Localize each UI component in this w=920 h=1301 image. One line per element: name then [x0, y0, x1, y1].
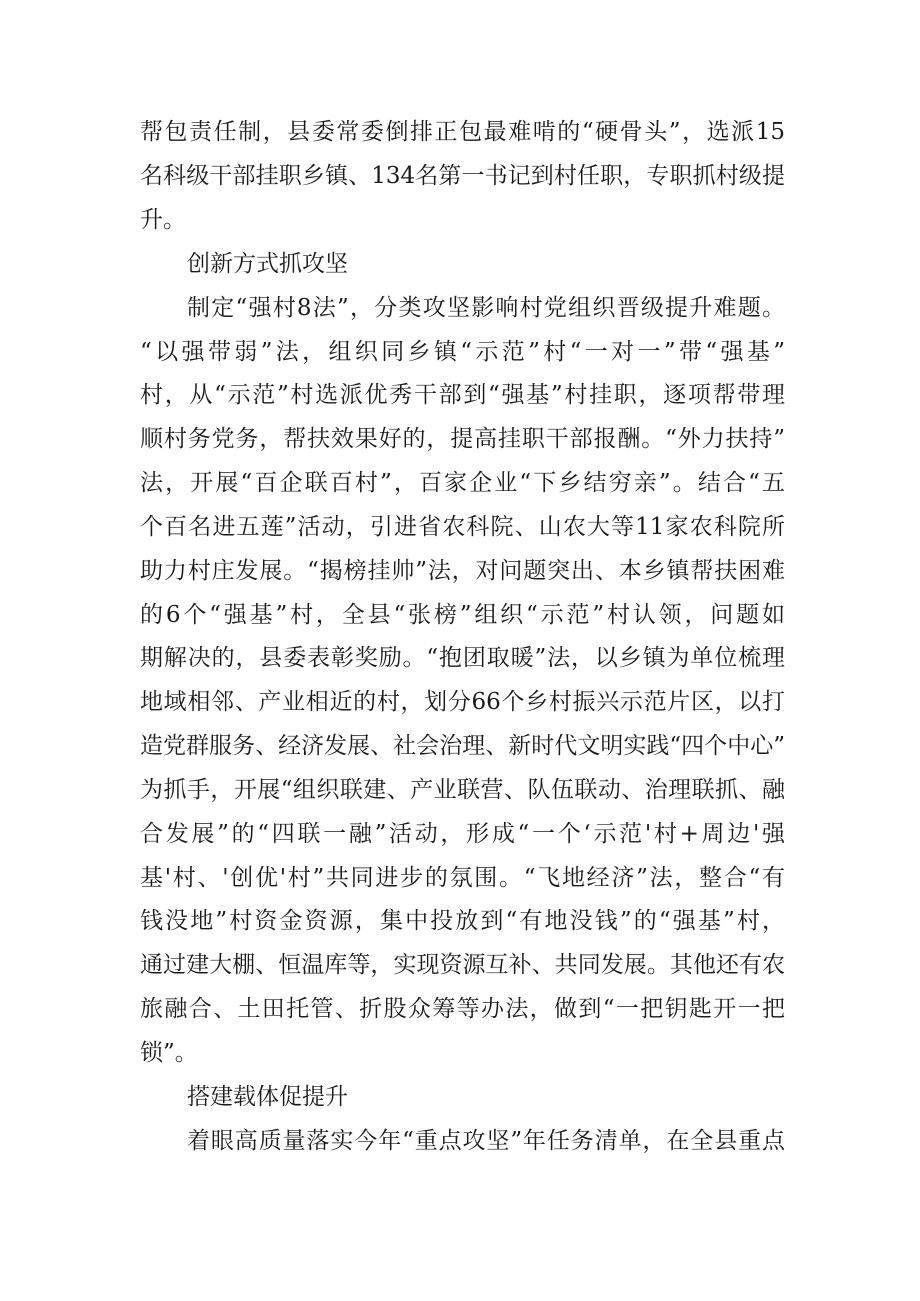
paragraph-line: 村，从“示范”村选派优秀干部到“强基”村挂职，逐项帮带理 [140, 382, 785, 408]
paragraph-line: 帮包责任制，县委常委倒排正包最难啃的“硬骨头”，选派15 [140, 119, 785, 145]
paragraph-line: 法，开展“百企联百村”，百家企业“下乡结穷亲”。结合“五 [140, 470, 785, 496]
paragraph-line: 助力村庄发展。“揭榜挂帅”法，对问题突出、本乡镇帮扶困难 [140, 558, 785, 584]
section-heading: 搭建载体促提升 [187, 1084, 348, 1110]
paragraph-line: 的6个“强基”村，全县“张榜”组织“示范”村认领，问题如 [140, 602, 785, 628]
paragraph-line: 锁”。 [140, 1040, 198, 1066]
paragraph-line: 地域相邻、产业相近的村，划分66个乡村振兴示范片区，以打 [140, 689, 785, 715]
paragraph-line: 名科级干部挂职乡镇、134名第一书记到村任职，专职抓村级提 [140, 163, 785, 189]
paragraph-line: 造党群服务、经济发展、社会治理、新时代文明实践“四个中心” [140, 733, 785, 759]
paragraph-line: 旅融合、土田托管、折股众筹等办法，做到“一把钥匙开一把 [140, 996, 785, 1022]
paragraph-line: 钱没地”村资金资源，集中投放到“有地没钱”的“强基”村， [140, 908, 785, 934]
paragraph-line: 基'村、'创优'村”共同进步的氛围。“飞地经济”法，整合“有 [140, 865, 785, 891]
section-heading: 创新方式抓攻坚 [187, 251, 348, 277]
paragraph-line: 合发展”的“四联一融”活动，形成“一个‘示范'村+周边'强 [140, 821, 785, 847]
paragraph-line: 升。 [140, 207, 186, 233]
paragraph-line: 个百名进五莲”活动，引进省农科院、山农大等11家农科院所 [140, 514, 785, 540]
paragraph-line: 通过建大棚、恒温库等，实现资源互补、共同发展。其他还有农 [140, 952, 785, 978]
paragraph-line: “以强带弱”法，组织同乡镇“示范”村“一对一”带“强基” [140, 339, 785, 365]
paragraph-line: 为抓手，开展“组织联建、产业联营、队伍联动、治理联抓、融 [140, 777, 785, 803]
paragraph-line: 制定“强村8法”，分类攻坚影响村党组织晋级提升难题。 [187, 295, 785, 321]
paragraph-line: 着眼高质量落实今年“重点攻坚”年任务清单，在全县重点 [187, 1128, 785, 1154]
paragraph-line: 期解决的，县委表彰奖励。“抱团取暖”法，以乡镇为单位梳理 [140, 645, 785, 671]
paragraph-line: 顺村务党务，帮扶效果好的，提高挂职干部报酬。“外力扶持” [140, 426, 785, 452]
